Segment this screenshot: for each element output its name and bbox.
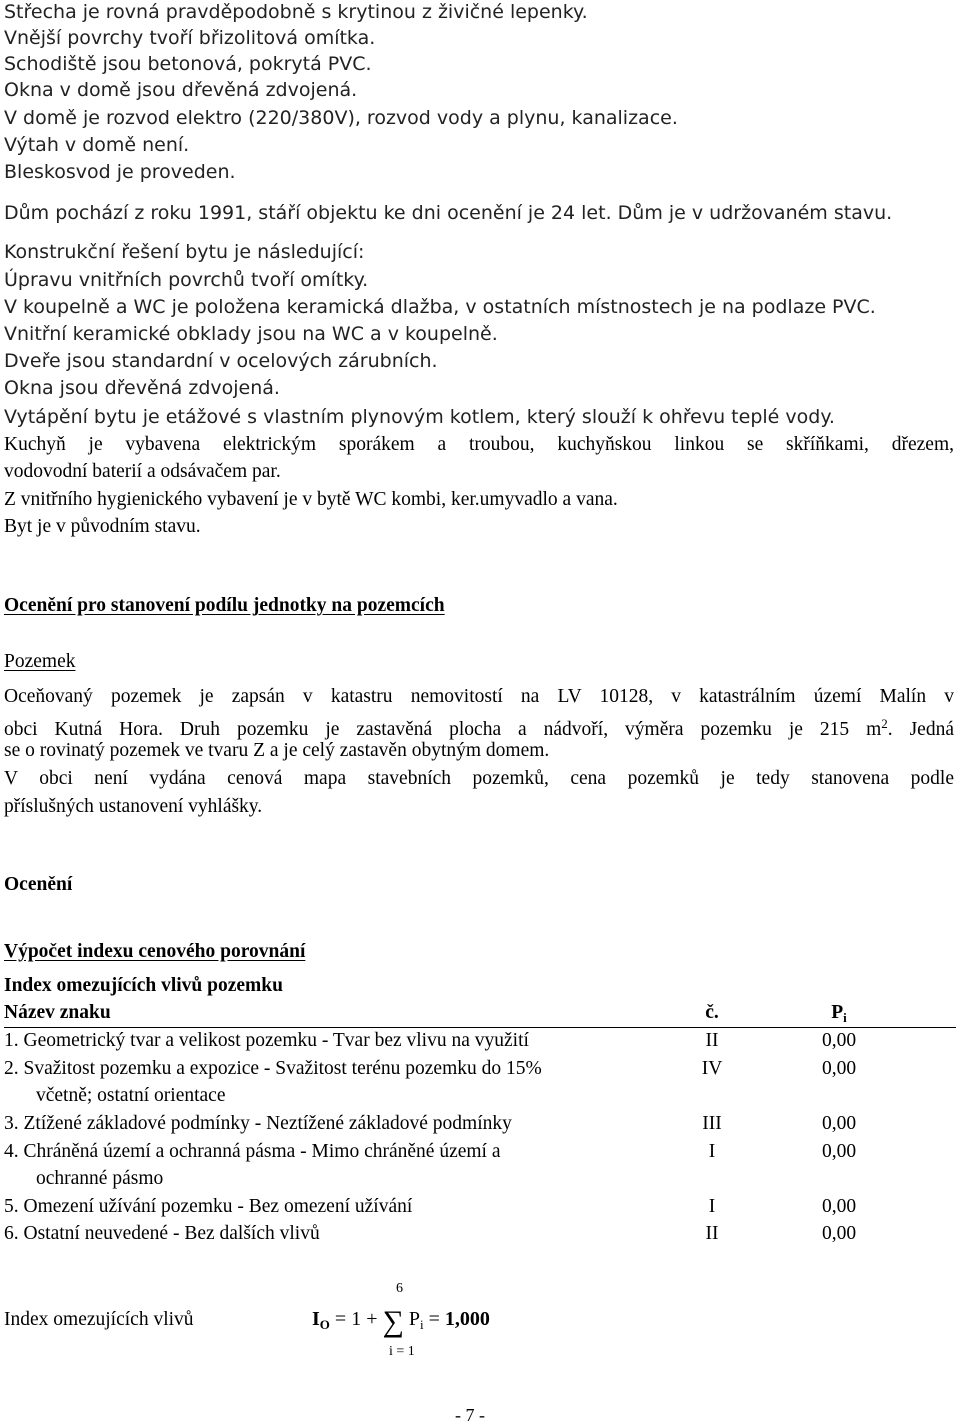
age-text: Dům pochází z roku 1991, stáří objektu ke dni ocenění je 24 let.: [4, 202, 612, 224]
construction-line: Dveře jsou standardní v ocelových zárubních.: [4, 350, 438, 372]
row-name: 5. Omezení užívání pozemku - Bez omezení užívání: [4, 1196, 413, 1217]
formula-label: Index omezujících vlivů: [4, 1309, 194, 1330]
intro-line: Výtah v domě není.: [4, 134, 190, 156]
row-name-continuation: ochranné pásmo: [36, 1168, 164, 1189]
kitchen-line-2: vodovodní baterií a odsávačem par.: [4, 461, 281, 482]
table-row: [4, 1195, 954, 1219]
intro-line: Okna v domě jsou dřevěná zdvojená.: [4, 79, 358, 101]
construction-line: Vnitřní keramické obklady jsou na WC a v koupelně.: [4, 323, 498, 345]
intro-line: V domě je rozvod elektro (220/380V), rozvod vody a plynu, kanalizace.: [4, 107, 678, 129]
construction-line: V koupelně a WC je položena keramická dlažba, v ostatních místnostech je na podlaze PVC.: [4, 296, 876, 318]
formula-eq-part: = 1 +: [329, 1308, 383, 1330]
row-value: 0,00: [821, 1113, 857, 1134]
row-class: IV: [701, 1058, 723, 1079]
state-line: Byt je v původním stavu.: [4, 516, 201, 537]
row-class: I: [708, 1196, 716, 1217]
row-name: 2. Svažitost pozemku a expozice - Svažitost terénu pozemku do 15%: [4, 1058, 542, 1079]
table-header-divider: [4, 1027, 956, 1028]
row-value: 0,00: [821, 1223, 857, 1244]
row-class: III: [702, 1113, 722, 1134]
formula-eq2: =: [423, 1308, 445, 1330]
table-row: [4, 1222, 954, 1246]
intro-line: Vnější povrchy tvoří břizolitová omítka.: [4, 27, 376, 49]
table-title: Index omezujících vlivů pozemku: [4, 975, 283, 996]
sum-symbol: ∑: [382, 1305, 404, 1338]
row-name: 1. Geometrický tvar a velikost pozemku - Tvar bez vlivu na využití: [4, 1030, 529, 1051]
formula-index-I: I: [312, 1308, 320, 1330]
row-value: 0,00: [821, 1141, 857, 1162]
row-name-continuation: včetně; ostatní orientace: [36, 1085, 226, 1106]
table-row: [4, 1029, 954, 1053]
table-row-continuation: [4, 1084, 954, 1108]
formula-index-O: O: [319, 1317, 330, 1332]
row-name: 4. Chráněná území a ochranná pásma - Mimo chráněné území a: [4, 1141, 501, 1162]
row-value: 0,00: [821, 1030, 857, 1051]
table-row: [4, 1140, 954, 1164]
table-row: [4, 1057, 954, 1081]
col-c-header: č.: [705, 1002, 719, 1023]
col-p-subscript: i: [843, 1010, 847, 1025]
construction-line: Okna jsou dřevěná zdvojená.: [4, 377, 280, 399]
page-number: - 7 -: [455, 1405, 485, 1425]
table-header: [4, 1001, 954, 1025]
row-name: 6. Ostatní neuvedené - Bez dalších vlivů: [4, 1223, 320, 1244]
table-row: [4, 1112, 954, 1136]
area-unit-exponent: 2: [881, 716, 888, 731]
influence-table: [4, 1001, 954, 1251]
pozemek-title: Pozemek: [4, 651, 76, 672]
formula: [312, 1306, 490, 1338]
section-title: Ocenění pro stanovení podílu jednotky na pozemcích: [4, 595, 445, 616]
pozemek-p2-line1: V obci není vydána cenová mapa stavebních pozemků, cena pozemků je tedy stanovena podle: [4, 768, 954, 789]
pozemek-p1-line1: Oceňovaný pozemek je zapsán v katastru nemovitostí na LV 10128, v katastrálním území Malín v: [4, 686, 954, 707]
formula-P: P: [403, 1308, 420, 1330]
col-p-letter: P: [831, 1002, 844, 1023]
formula-result: 1,000: [444, 1308, 490, 1330]
pozemek-p1-line2: [4, 712, 954, 742]
row-class: I: [708, 1141, 716, 1162]
row-class: II: [705, 1223, 719, 1244]
pozemek-p1-line3: se o rovinatý pozemek ve tvaru Z a je celý zastavěn obytným domem.: [4, 740, 550, 761]
oceneni-title: Ocenění: [4, 874, 73, 895]
col-p-header: [794, 1001, 884, 1030]
col-name-header: Název znaku: [4, 1002, 111, 1023]
pozemek-p2-line2: příslušných ustanovení vyhlášky.: [4, 796, 263, 817]
age-line: [4, 201, 892, 225]
row-value: 0,00: [821, 1058, 857, 1079]
row-name: 3. Ztížené základové podmínky - Neztížené základové podmínky: [4, 1113, 512, 1134]
table-row-continuation: [4, 1167, 954, 1191]
intro-line: Bleskosvod je proveden.: [4, 161, 236, 183]
sum-lower-limit: i = 1: [389, 1344, 415, 1359]
formula-P-subscript: i: [420, 1317, 424, 1332]
row-value: 0,00: [821, 1196, 857, 1217]
construction-line: Konstrukční řešení bytu je následující:: [4, 241, 365, 263]
row-class: II: [705, 1030, 719, 1051]
construction-line: Úpravu vnitřních povrchů tvoří omítky.: [4, 269, 369, 291]
sum-upper-limit: 6: [396, 1281, 403, 1296]
kitchen-line: Kuchyň je vybavena elektrickým sporákem a troubou, kuchyňskou linkou se skříňkami, dřezem,: [4, 434, 954, 455]
maintenance-text: Dům je v udržovaném stavu.: [611, 202, 893, 224]
hygiene-line: Z vnitřního hygienického vybavení je v bytě WC kombi, ker.umyvadlo a vana.: [4, 489, 618, 510]
intro-line: Schodiště jsou betonová, pokrytá PVC.: [4, 53, 372, 75]
oceneni-subtitle: Výpočet indexu cenového porovnání: [4, 941, 306, 962]
intro-line: Střecha je rovná pravděpodobně s krytinou z živičné lepenky.: [4, 1, 588, 23]
pozemek-area-text-end: . Jedná: [887, 719, 954, 740]
construction-line: Vytápění bytu je etážové s vlastním plynovým kotlem, který slouží k ohřevu teplé vody.: [4, 406, 835, 428]
pozemek-area-text: obci Kutná Hora. Druh pozemku je zastavěná plocha a nádvoří, výměra pozemku je 215 m: [4, 719, 882, 740]
